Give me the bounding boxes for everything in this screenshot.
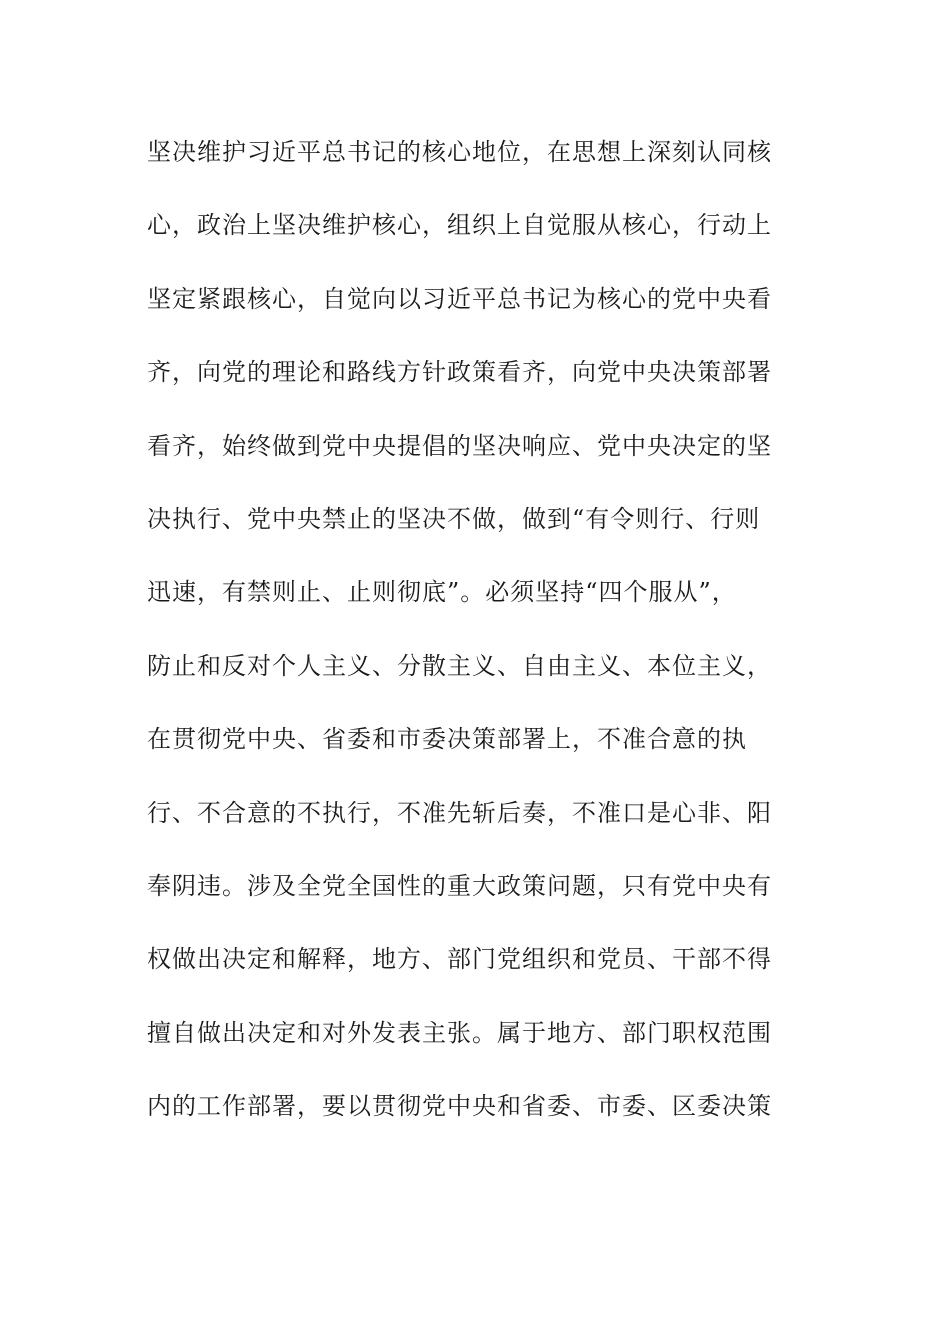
- text-line: 齐，向党的理论和路线方针政策看齐，向党中央决策部署: [147, 358, 772, 387]
- text-line: 心，政治上坚决维护核心，组织上自觉服从核心，行动上: [147, 211, 772, 240]
- text-line: 坚定紧跟核心，自觉向以习近平总书记为核心的党中央看: [147, 284, 772, 313]
- text-line: 奉阴违。涉及全党全国性的重大政策问题，只有党中央有: [147, 871, 772, 900]
- text-line: 迅速，有禁则止、止则彻底”。必须坚持“四个服从”，: [147, 578, 737, 607]
- text-line: 内的工作部署，要以贯彻党中央和省委、市委、区委决策: [147, 1092, 772, 1121]
- text-line: 在贯彻党中央、省委和市委决策部署上，不准合意的执: [147, 725, 747, 754]
- text-line: 看齐，始终做到党中央提倡的坚决响应、党中央决定的坚: [147, 431, 772, 460]
- text-line: 坚决维护习近平总书记的核心地位，在思想上深刻认同核: [147, 138, 772, 166]
- text-line: 决执行、党中央禁止的坚决不做，做到“有令则行、行则: [147, 504, 761, 533]
- body-paragraph: [147, 128, 807, 1155]
- text-line: 权做出决定和解释，地方、部门党组织和党员、干部不得: [147, 945, 772, 974]
- text-line: 行、不合意的不执行，不准先斩后奏，不准口是心非、阳: [147, 798, 772, 827]
- text-line: 防止和反对个人主义、分散主义、自由主义、本位主义，: [147, 651, 772, 680]
- text-line: 擅自做出决定和对外发表主张。属于地方、部门职权范围: [147, 1018, 772, 1047]
